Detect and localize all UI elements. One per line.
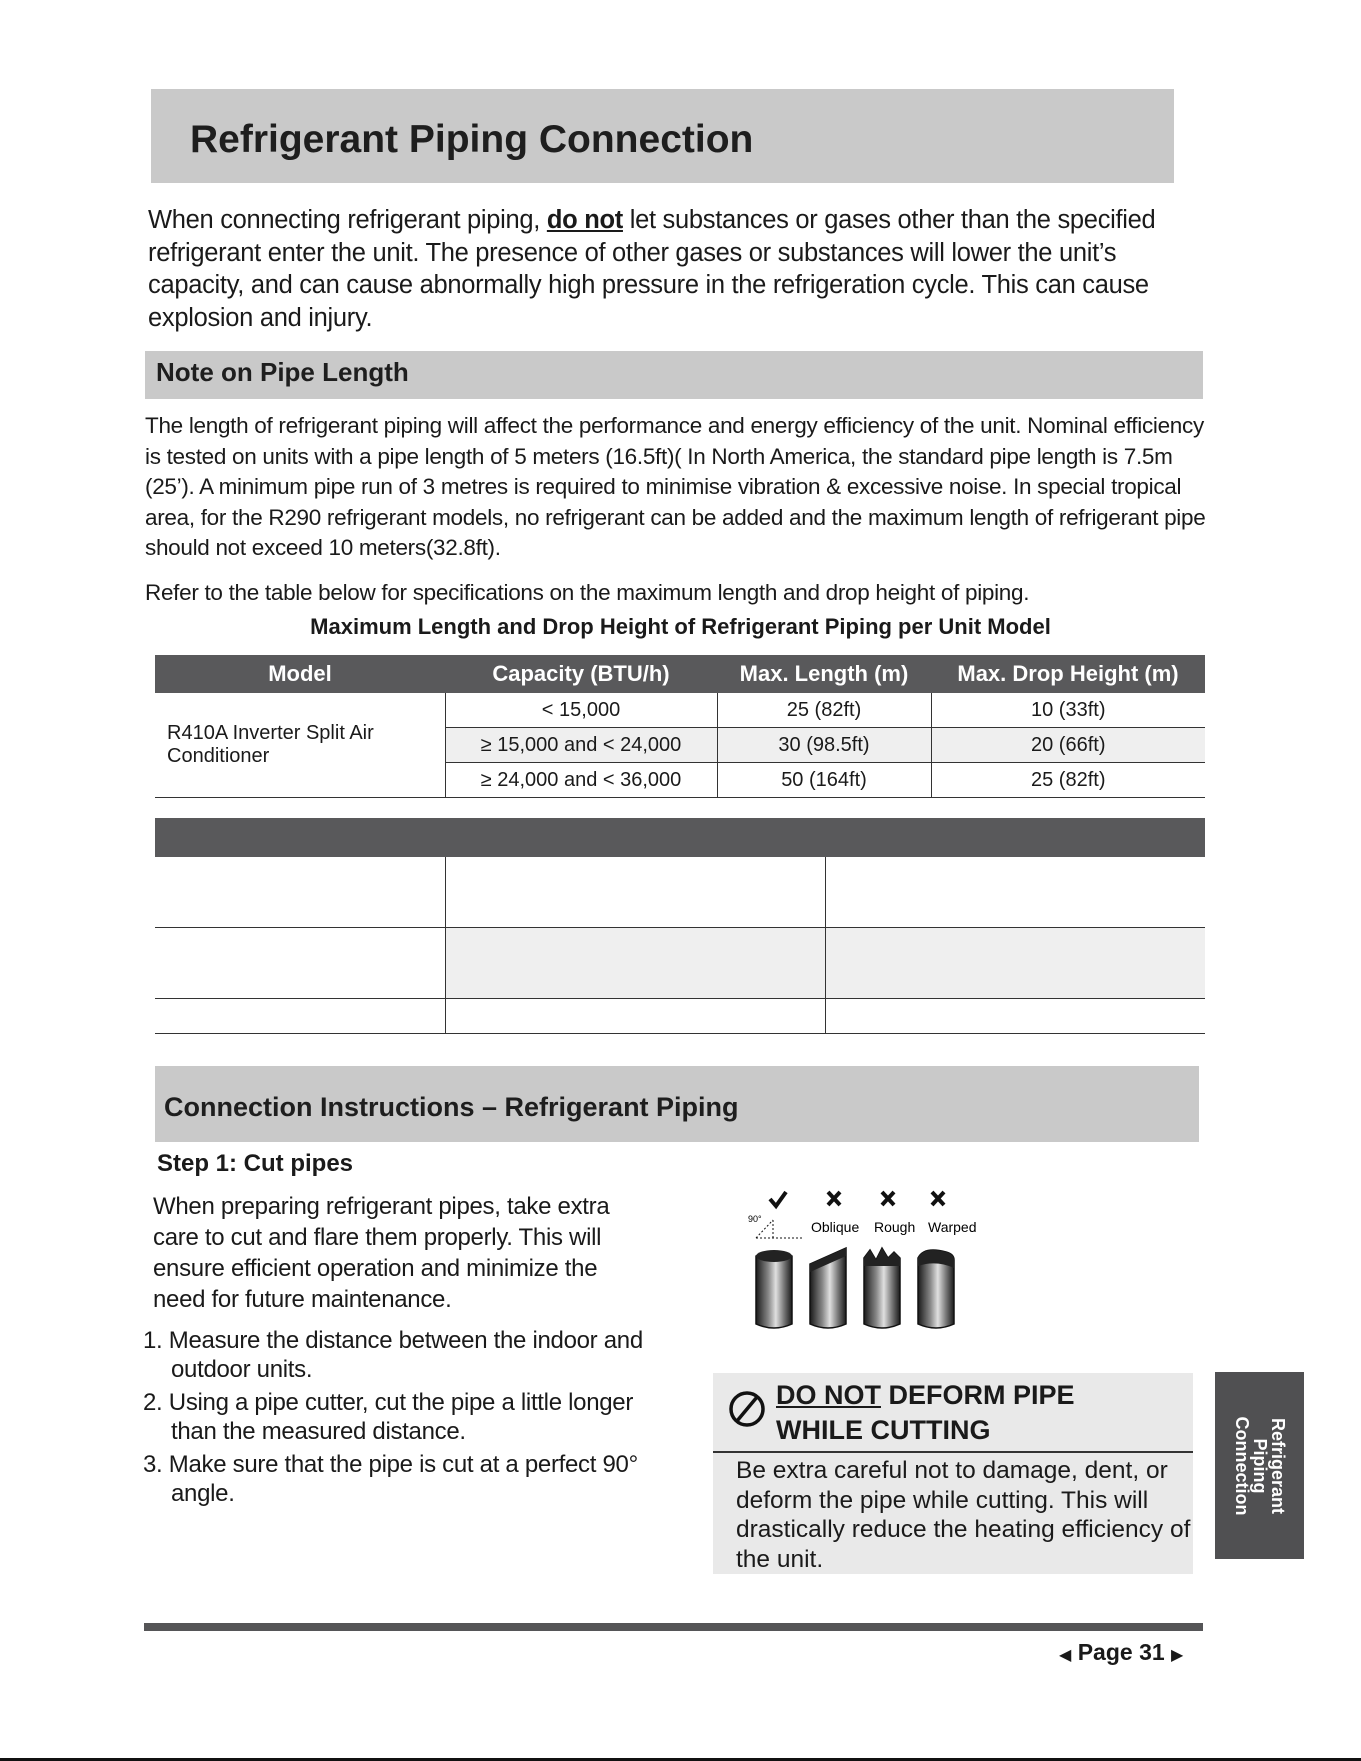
empty-table-header [155, 818, 1205, 857]
table-header: Max. Drop Height (m) [931, 655, 1205, 693]
rough-label: Rough [874, 1219, 916, 1235]
table-row [155, 928, 1205, 999]
table-cell [445, 857, 825, 928]
table-cell [825, 999, 1205, 1034]
pipe-cut-figure [748, 1180, 1008, 1335]
intro-emphasis: do not [546, 206, 623, 234]
page-number [1059, 1639, 1183, 1666]
table-header: Capacity (BTU/h) [445, 655, 717, 693]
pipe-length-heading: Note on Pipe Length [156, 357, 409, 387]
table-cell: 25 (82ft) [717, 693, 931, 728]
table-cell: 50 (164ft) [717, 763, 931, 798]
warning-heading-underlined: DO NOT [776, 1380, 881, 1410]
table-row [155, 999, 1205, 1034]
table-cell [155, 928, 445, 999]
step-list [143, 1327, 663, 1513]
step-paragraph: When preparing refrigerant pipes, take extra care to cut and flare them properly. This will ensure efficient operation and minimize the need for future maintenance. [153, 1193, 610, 1313]
warning-heading-line2: WHILE CUTTING [776, 1415, 991, 1445]
table-cell [825, 857, 1205, 928]
angle-guide [756, 1220, 803, 1238]
refer-text: Refer to the table below for specifications on the maximum length and drop height of piping. [145, 580, 1030, 605]
table-row [155, 857, 1205, 928]
step-title: Step 1: Cut pipes [157, 1150, 354, 1177]
table-cell [825, 928, 1205, 999]
cross-icon [828, 1192, 840, 1205]
warning-body: Be extra careful not to damage, dent, or deform the pipe while cutting. This will drastically reduce the heating efficiency of the unit. [736, 1457, 1191, 1573]
warning-heading-rest: DEFORM PIPE [881, 1380, 1075, 1410]
connection-heading: Connection Instructions – Refrigerant Piping [164, 1092, 739, 1122]
warning-divider [713, 1451, 1193, 1453]
pipe-oblique-icon [810, 1248, 846, 1328]
page-label: Page 31 [1077, 1639, 1165, 1665]
intro-before: When connecting refrigerant piping, [148, 206, 547, 234]
table-cell-model: R410A Inverter Split Air Conditioner [155, 693, 445, 798]
oblique-label: Oblique [811, 1219, 860, 1235]
warning-heading [776, 1378, 1075, 1448]
table-cell: ≥ 15,000 and < 24,000 [445, 728, 717, 763]
table-cell [155, 857, 445, 928]
empty-table [155, 818, 1205, 1034]
footer-rule [144, 1623, 1203, 1631]
check-icon [770, 1192, 786, 1206]
cross-icon [882, 1192, 894, 1205]
prev-page-icon[interactable]: ◀ [1059, 1647, 1072, 1664]
table-cell: < 15,000 [445, 693, 717, 728]
angle-label: 90° [748, 1214, 762, 1224]
table-cell [445, 999, 825, 1034]
table-row [155, 693, 1205, 728]
pipe-length-paragraph: The length of refrigerant piping will affect the performance and energy efficiency of the unit. Nominal efficiency is tested on units with a pipe length of 5 meters (16.5ft)( In North America, the standard pipe length is 7.5m (25’). A minimum pipe run of 3 metres is required to minimise vibration & excessive noise. In special tropical area, for the R290 refrigerant models, no refrigerant can be added and the maximum length of refrigerant pipe should not exceed 10 meters(32.8ft). [145, 413, 1206, 560]
table-cell: 25 (82ft) [931, 763, 1205, 798]
table-cell: ≥ 24,000 and < 36,000 [445, 763, 717, 798]
intro-after: let substances or gases other than the specified refrigerant enter the unit. The presence of other gases or substances will lower the unit’s capacity, and can cause abnormally high pressure in the refrigeration cycle. This can cause explosion and injury. [148, 206, 1156, 332]
table-cell [155, 999, 445, 1034]
list-item: 3. Make sure that the pipe is cut at a perfect 90° angle. [143, 1451, 638, 1507]
page-title: Refrigerant Piping Connection [190, 118, 754, 161]
side-tab-label: Refrigerant Piping Connection [1231, 1416, 1288, 1515]
table-cell: 10 (33ft) [931, 693, 1205, 728]
prohibited-icon [727, 1389, 767, 1429]
warped-label: Warped [928, 1219, 977, 1235]
pipe-rough-icon [864, 1248, 900, 1328]
pipe-warped-icon [918, 1250, 954, 1328]
list-item: 2. Using a pipe cutter, cut the pipe a little longer than the measured distance. [143, 1389, 634, 1445]
table-cell: 20 (66ft) [931, 728, 1205, 763]
table-cell: 30 (98.5ft) [717, 728, 931, 763]
next-page-icon[interactable]: ▶ [1171, 1647, 1184, 1664]
cross-icon [932, 1192, 944, 1205]
side-tab[interactable] [1215, 1372, 1304, 1559]
table-header: Max. Length (m) [717, 655, 931, 693]
pipe-straight-icon [756, 1250, 792, 1328]
list-item: 1. Measure the distance between the indoor and outdoor units. [143, 1327, 643, 1383]
table-header: Model [155, 655, 445, 693]
intro-paragraph [148, 204, 1208, 334]
table-title: Maximum Length and Drop Height of Refrigerant Piping per Unit Model [310, 614, 1051, 639]
pipe-spec-table [155, 655, 1205, 798]
table-cell [445, 928, 825, 999]
